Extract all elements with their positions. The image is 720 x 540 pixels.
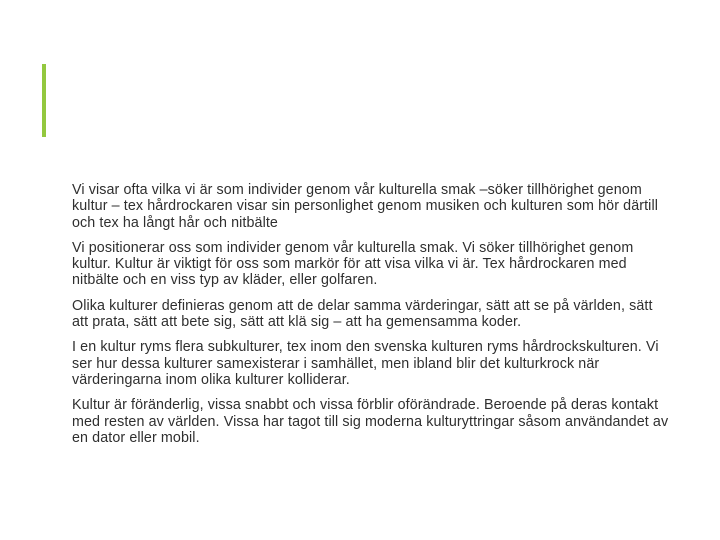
slide-body [72, 182, 672, 455]
accent-bar [42, 64, 46, 137]
paragraph-1: Vi visar ofta vilka vi är som individer genom vår kulturella smak –söker tillhörighet genom kultur – tex hårdrockaren visar sin personlighet genom musiken och kulturen som hör därtill och tex ha långt hår och nitbälte [72, 182, 659, 231]
paragraph-4: I en kultur ryms flera subkulturer, tex inom den svenska kulturen ryms hårdrockskulturen. Vi ser hur dessa kulturer samexisterar i samhället, men ibland blir det kulturkrock när värderingarna inom olika kulturer kolliderar. [72, 339, 659, 388]
paragraph-5: Kultur är föränderlig, vissa snabbt och vissa förblir oförändrade. Beroende på deras kontakt med resten av världen. Vissa har tagot till sig moderna kulturyttringar såsom användandet av en dator eller mobil. [72, 397, 669, 446]
paragraph-2: Vi positionerar oss som individer genom vår kulturella smak. Vi söker tillhörighet genom kultur. Kultur är viktigt för oss som markör för att visa vilka vi är. Tex hårdrockaren med nitbälte och en viss typ av kläder, eller golfaren. [72, 239, 634, 289]
paragraph-3: Olika kulturer definieras genom att de delar samma värderingar, sätt att se på världen, sätt att prata, sätt att bete sig, sätt att klä sig – att ha gemensamma koder. [72, 297, 653, 331]
